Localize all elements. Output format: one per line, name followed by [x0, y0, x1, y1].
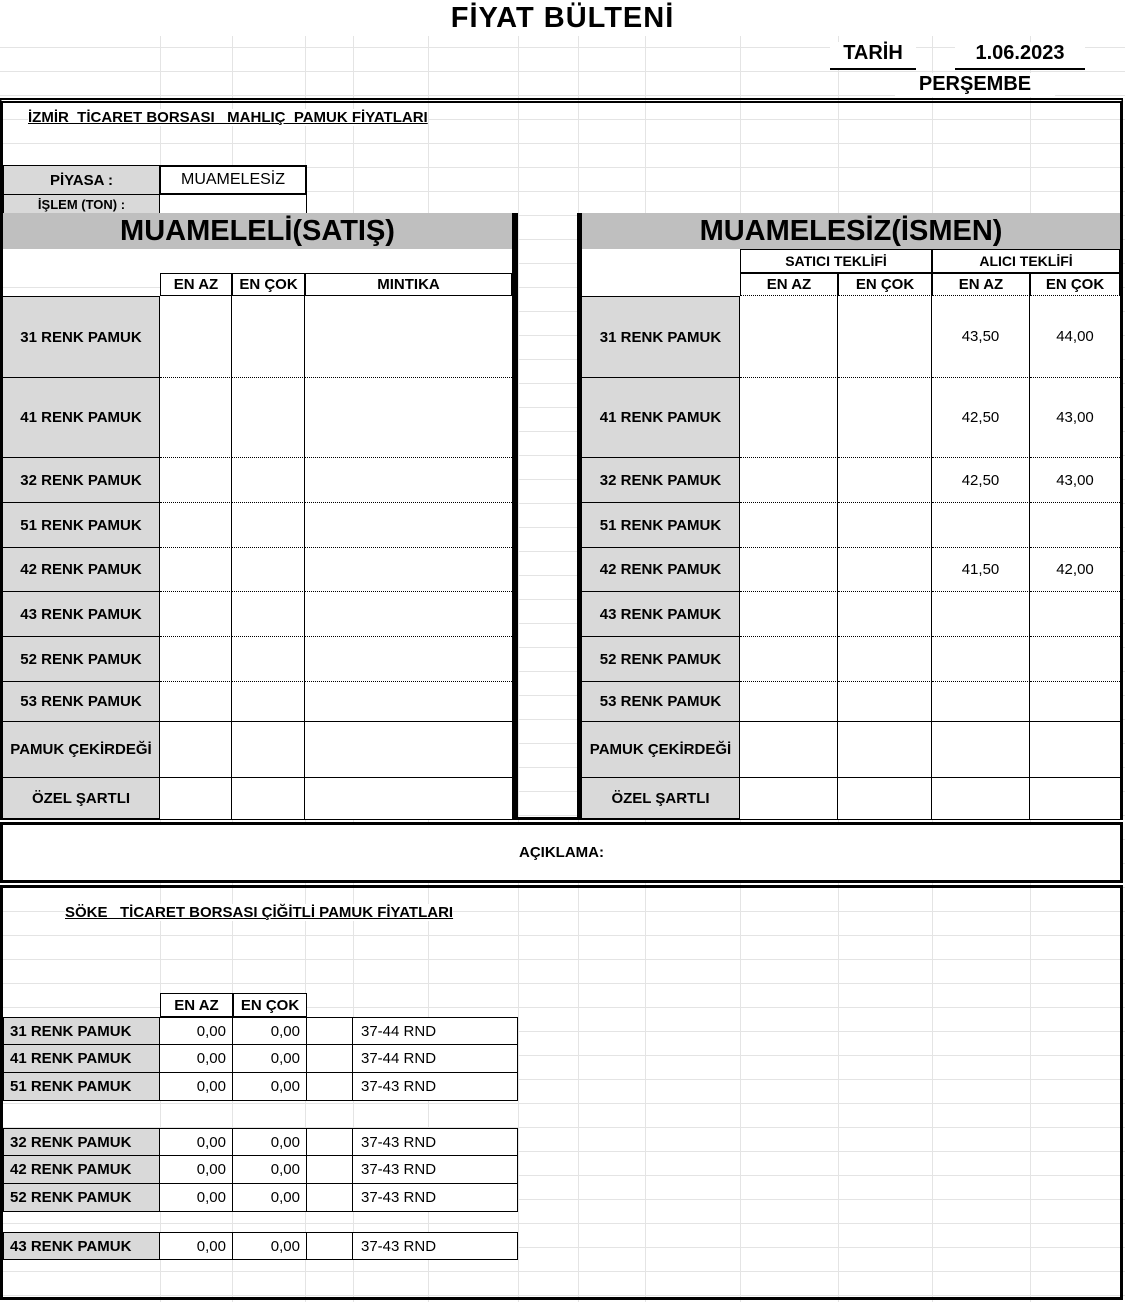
cell-mintika [305, 458, 512, 503]
cell-mintika [305, 548, 512, 592]
left-band [3, 249, 512, 273]
cell-en-cok: 0,00 [233, 1156, 307, 1184]
cell-en-cok [232, 778, 305, 819]
cell-satici-en-az [740, 592, 838, 637]
table-row [3, 722, 512, 778]
cell-satici-en-az [740, 378, 838, 458]
cell-en-az [160, 378, 232, 458]
col-header-satici-en-az: EN AZ [740, 273, 838, 296]
cell-alici-en-az [932, 722, 1030, 778]
cell-en-az: 0,00 [160, 1232, 233, 1260]
cell-satici-en-az [740, 778, 838, 819]
cell-en-az [160, 722, 232, 778]
table-row [3, 1128, 518, 1156]
col-header-mintika: MINTIKA [305, 273, 512, 296]
soke-table-group-3 [3, 1232, 518, 1260]
piyasa-value: MUAMELESİZ [159, 165, 307, 195]
row-label: 32 RENK PAMUK [582, 458, 740, 503]
left-table-body [3, 296, 512, 819]
row-label: 32 RENK PAMUK [3, 1128, 160, 1156]
cell-mintika [305, 296, 512, 378]
cell-alici-en-az [932, 778, 1030, 819]
row-label: ÖZEL ŞARTLI [3, 778, 160, 819]
soke-section-box [0, 885, 1123, 1300]
row-label: 41 RENK PAMUK [582, 378, 740, 458]
cell-en-az [160, 296, 232, 378]
col-header-satici-en-cok: EN ÇOK [838, 273, 932, 296]
soke-table-header [160, 993, 307, 1017]
col-header-alici-en-cok: EN ÇOK [1030, 273, 1120, 296]
cell-en-cok: 0,00 [233, 1045, 307, 1073]
row-label: 41 RENK PAMUK [3, 1045, 160, 1073]
cell-satici-en-cok [838, 682, 932, 722]
cell-alici-en-cok: 43,00 [1030, 378, 1120, 458]
cell-gap [307, 1017, 353, 1045]
cell-en-cok [232, 458, 305, 503]
cell-en-cok [232, 592, 305, 637]
row-label: 31 RENK PAMUK [3, 296, 160, 378]
cell-en-cok [232, 682, 305, 722]
cell-en-az: 0,00 [160, 1045, 233, 1073]
cell-satici-en-az [740, 458, 838, 503]
table-row [582, 682, 1120, 722]
cell-en-az [160, 778, 232, 819]
piyasa-label: PİYASA : [3, 165, 160, 195]
cell-satici-en-az [740, 722, 838, 778]
cell-en-az [160, 682, 232, 722]
table-row [582, 592, 1120, 637]
row-label: 31 RENK PAMUK [3, 1017, 160, 1045]
table-row [582, 458, 1120, 503]
row-label: 53 RENK PAMUK [3, 682, 160, 722]
islem-ton-label: İŞLEM (TON) : [3, 194, 160, 215]
cell-en-az [160, 458, 232, 503]
cell-en-az: 0,00 [160, 1017, 233, 1045]
cell-mintika [305, 778, 512, 819]
right-table-group-header [582, 249, 1120, 273]
cell-en-cok [232, 548, 305, 592]
cell-alici-en-az: 42,50 [932, 458, 1030, 503]
cell-alici-en-cok [1030, 778, 1120, 819]
cell-mintika [305, 378, 512, 458]
table-row [3, 458, 512, 503]
row-label: 53 RENK PAMUK [582, 682, 740, 722]
left-table-header [160, 273, 512, 296]
cell-alici-en-az [932, 682, 1030, 722]
right-table-subheader [582, 273, 1120, 296]
table-row [3, 682, 512, 722]
cell-satici-en-az [740, 503, 838, 548]
cell-en-cok: 0,00 [233, 1232, 307, 1260]
page-title [0, 0, 1125, 36]
cell-satici-en-cok [838, 778, 932, 819]
cell-en-cok: 0,00 [233, 1017, 307, 1045]
aciklama-box [0, 822, 1123, 883]
cell-mintika [305, 682, 512, 722]
cell-alici-en-az [932, 592, 1030, 637]
cell-en-cok [232, 378, 305, 458]
right-table-body [582, 296, 1120, 819]
table-row [582, 503, 1120, 548]
table-row [3, 548, 512, 592]
cell-satici-en-az [740, 682, 838, 722]
cell-alici-en-cok: 44,00 [1030, 296, 1120, 378]
cell-en-cok [232, 503, 305, 548]
table-row [3, 1045, 518, 1073]
cell-en-cok [232, 296, 305, 378]
col-header-en-cok: EN ÇOK [232, 273, 305, 296]
table-row [3, 592, 512, 637]
islem-ton-value [159, 194, 307, 215]
cell-rnd: 37-44 RND [353, 1017, 518, 1045]
row-label: 52 RENK PAMUK [3, 1184, 160, 1212]
cell-rnd: 37-43 RND [353, 1128, 518, 1156]
cell-mintika [305, 637, 512, 682]
aciklama-label: AÇIKLAMA: [519, 844, 604, 861]
row-label: 43 RENK PAMUK [582, 592, 740, 637]
cell-gap [307, 1073, 353, 1101]
satici-teklifi-header: SATICI TEKLİFİ [740, 249, 932, 273]
left-table-banner: MUAMELELİ(SATIŞ) [3, 213, 512, 249]
cell-en-az [160, 503, 232, 548]
soke-col-en-az: EN AZ [160, 993, 233, 1017]
cell-alici-en-cok: 42,00 [1030, 548, 1120, 592]
cell-satici-en-cok [838, 592, 932, 637]
cell-en-az [160, 637, 232, 682]
cell-rnd: 37-43 RND [353, 1184, 518, 1212]
row-label: 43 RENK PAMUK [3, 1232, 160, 1260]
row-label: 43 RENK PAMUK [3, 592, 160, 637]
cell-en-cok: 0,00 [233, 1184, 307, 1212]
row-label: ÖZEL ŞARTLI [582, 778, 740, 819]
cell-en-az: 0,00 [160, 1073, 233, 1101]
cell-satici-en-cok [838, 637, 932, 682]
cell-alici-en-cok [1030, 722, 1120, 778]
page-title-text: FİYAT BÜLTENİ [450, 1, 675, 34]
cell-satici-en-az [740, 637, 838, 682]
cell-alici-en-az: 43,50 [932, 296, 1030, 378]
row-label: 31 RENK PAMUK [582, 296, 740, 378]
izmir-section-title: İZMİR TİCARET BORSASI MAHLIÇ PAMUK FİYATLARI [28, 109, 428, 126]
cell-satici-en-cok [838, 548, 932, 592]
table-row [582, 637, 1120, 682]
table-row [582, 378, 1120, 458]
cell-mintika [305, 503, 512, 548]
cell-en-az: 0,00 [160, 1184, 233, 1212]
cell-alici-en-cok [1030, 592, 1120, 637]
soke-col-en-cok: EN ÇOK [233, 993, 307, 1017]
table-row [3, 1156, 518, 1184]
cell-alici-en-cok [1030, 637, 1120, 682]
day-name: PERŞEMBE [895, 73, 1055, 97]
table-row [3, 1073, 518, 1101]
soke-section-title: SÖKE TİCARET BORSASI ÇİĞİTLİ PAMUK FİYATLARI [65, 904, 454, 921]
row-label: 42 RENK PAMUK [3, 1156, 160, 1184]
cell-alici-en-az: 41,50 [932, 548, 1030, 592]
table-row [3, 1232, 518, 1260]
cell-mintika [305, 722, 512, 778]
row-label: 41 RENK PAMUK [3, 378, 160, 458]
cell-alici-en-cok: 43,00 [1030, 458, 1120, 503]
row-label: 52 RENK PAMUK [3, 637, 160, 682]
row-label: 51 RENK PAMUK [3, 503, 160, 548]
cell-en-az: 0,00 [160, 1156, 233, 1184]
date-value: 1.06.2023 [955, 42, 1085, 70]
izmir-section-box [0, 98, 1123, 820]
table-row [3, 637, 512, 682]
table-row [582, 548, 1120, 592]
cell-alici-en-az [932, 637, 1030, 682]
group-header-spacer [582, 249, 740, 273]
cell-satici-en-cok [838, 458, 932, 503]
cell-satici-en-cok [838, 378, 932, 458]
table-row [3, 503, 512, 548]
cell-en-az [160, 548, 232, 592]
cell-satici-en-cok [838, 722, 932, 778]
cell-en-cok: 0,00 [233, 1128, 307, 1156]
cell-satici-en-cok [838, 296, 932, 378]
cell-satici-en-az [740, 296, 838, 378]
table-row [3, 378, 512, 458]
col-header-alici-en-az: EN AZ [932, 273, 1030, 296]
cell-alici-en-az: 42,50 [932, 378, 1030, 458]
cell-rnd: 37-43 RND [353, 1156, 518, 1184]
cell-gap [307, 1184, 353, 1212]
row-label: 32 RENK PAMUK [3, 458, 160, 503]
table-row [3, 1017, 518, 1045]
right-table-banner: MUAMELESİZ(İSMEN) [582, 213, 1120, 249]
table-row [3, 296, 512, 378]
row-label: 51 RENK PAMUK [3, 1073, 160, 1101]
cell-mintika [305, 592, 512, 637]
col-header-en-az: EN AZ [160, 273, 232, 296]
cell-gap [307, 1045, 353, 1073]
cell-en-cok: 0,00 [233, 1073, 307, 1101]
table-row [582, 722, 1120, 778]
alici-teklifi-header: ALICI TEKLİFİ [932, 249, 1120, 273]
row-label: 42 RENK PAMUK [3, 548, 160, 592]
row-label: 52 RENK PAMUK [582, 637, 740, 682]
cell-rnd: 37-43 RND [353, 1232, 518, 1260]
cell-alici-en-az [932, 503, 1030, 548]
cell-rnd: 37-44 RND [353, 1045, 518, 1073]
table-row [582, 296, 1120, 378]
row-label: 42 RENK PAMUK [582, 548, 740, 592]
cell-gap [307, 1128, 353, 1156]
row-label: PAMUK ÇEKİRDEĞİ [3, 722, 160, 778]
row-label: PAMUK ÇEKİRDEĞİ [582, 722, 740, 778]
cell-satici-en-cok [838, 503, 932, 548]
date-label: TARİH [830, 42, 916, 70]
table-row [582, 778, 1120, 819]
table-row [3, 778, 512, 819]
soke-table-group-1 [3, 1017, 518, 1101]
cell-alici-en-cok [1030, 503, 1120, 548]
subheader-spacer [582, 273, 740, 296]
cell-gap [307, 1232, 353, 1260]
soke-table-group-2 [3, 1128, 518, 1212]
thick-divider-left [512, 213, 518, 819]
cell-alici-en-cok [1030, 682, 1120, 722]
cell-en-az: 0,00 [160, 1128, 233, 1156]
cell-gap [307, 1156, 353, 1184]
cell-rnd: 37-43 RND [353, 1073, 518, 1101]
row-label: 51 RENK PAMUK [582, 503, 740, 548]
cell-en-cok [232, 722, 305, 778]
cell-satici-en-az [740, 548, 838, 592]
cell-en-az [160, 592, 232, 637]
cell-en-cok [232, 637, 305, 682]
table-row [3, 1184, 518, 1212]
